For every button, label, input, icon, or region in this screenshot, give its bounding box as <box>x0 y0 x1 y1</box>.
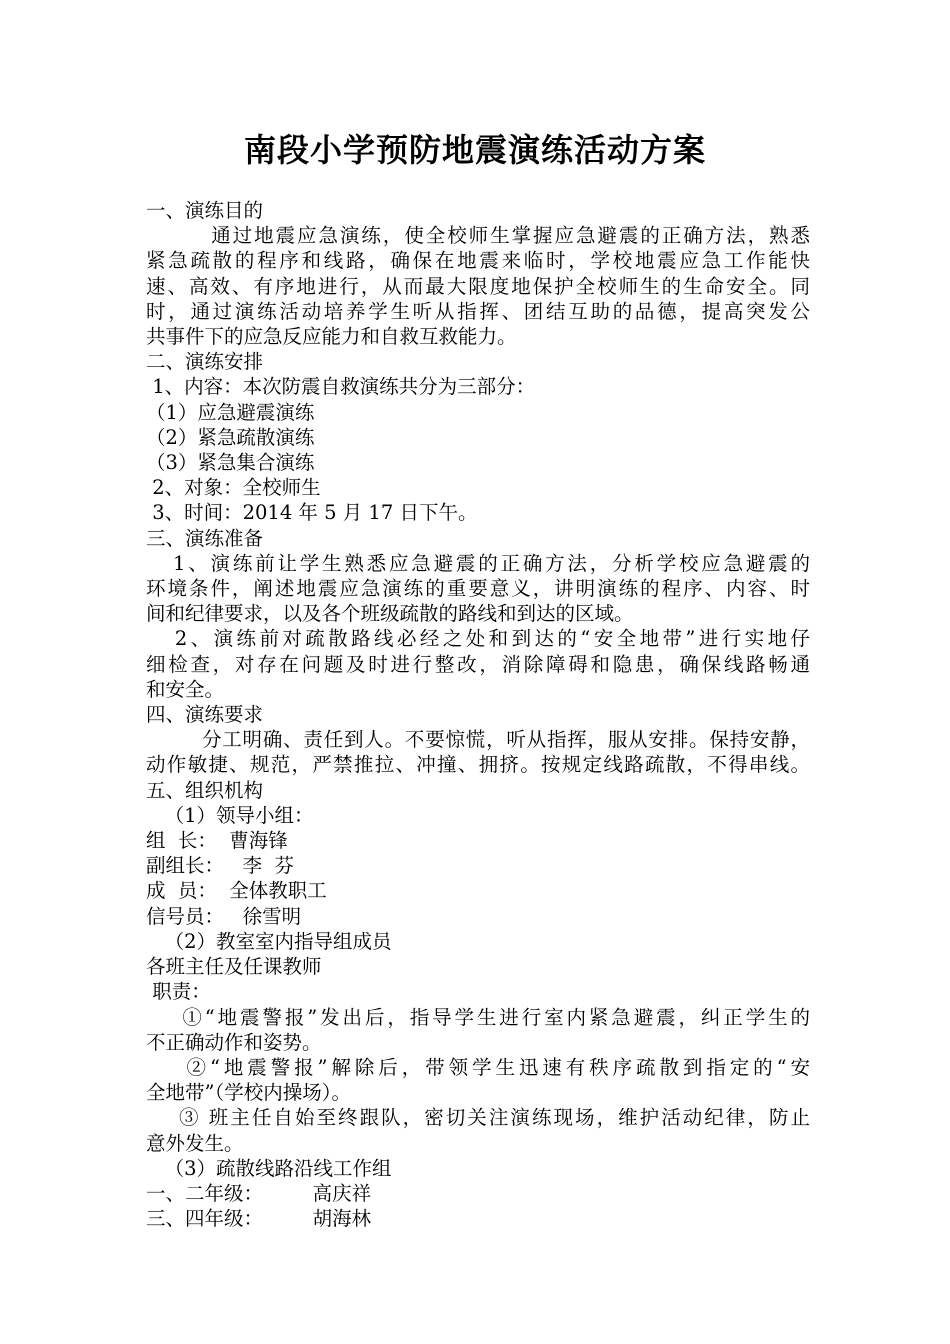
roster-line: 一、二年级： 高庆祥 <box>146 1181 372 1205</box>
paragraph-line: 环境条件，阐述地震应急演练的重要意义，讲明演练的程序、内容、时 <box>146 577 810 601</box>
paragraph-line: 动作敏捷、规范，严禁推拉、冲撞、拥挤。按规定线路疏散，不得串线。 <box>146 753 810 777</box>
paragraph-line: 间和纪律要求，以及各个班级疏散的路线和到达的区域。 <box>146 602 634 626</box>
list-item: 3、时间：2014 年 5 月 17 日下午。 <box>146 501 478 525</box>
duties-label: 职责： <box>146 980 211 1004</box>
paragraph-line: ③ 班主任自始至终跟队，密切关注演练现场，维护活动纪律，防止 <box>146 1106 810 1130</box>
paragraph-line: 通过地震应急演练，使全校师生掌握应急避震的正确方法，熟悉 <box>146 224 810 248</box>
paragraph-line: 不正确动作和姿势。 <box>146 1030 322 1054</box>
roster-line: 信号员： 徐雪明 <box>146 904 302 928</box>
subsection-heading: （2）教室室内指导组成员 <box>146 929 392 953</box>
document-title: 南段小学预防地震演练活动方案 <box>243 131 706 169</box>
paragraph-line: 1、演练前让学生熟悉应急避震的正确方法，分析学校应急避震的 <box>146 551 810 575</box>
section-heading-organization: 五、组织机构 <box>146 778 264 802</box>
paragraph-line: 共事件下的应急反应能力和自救互救能力。 <box>146 325 517 349</box>
paragraph-line: 全地带”（学校内操场）。 <box>146 1081 351 1105</box>
document-body <box>146 198 810 1231</box>
paragraph-line: 2、演练前对疏散路线必经之处和到达的“安全地带”进行实地仔 <box>146 627 810 651</box>
paragraph-line: 意外发生。 <box>146 1131 244 1155</box>
list-item: （1）应急避震演练 <box>146 400 315 424</box>
paragraph-line: 紧急疏散的程序和线路，确保在地震来临时，学校地震应急工作能快 <box>146 249 810 273</box>
list-item: （3）紧急集合演练 <box>146 451 315 475</box>
paragraph-line: 时，通过演练活动培养学生听从指挥、团结互助的品德，提高突发公 <box>146 299 810 323</box>
roster-line: 成 员： 全体教职工 <box>146 879 327 903</box>
paragraph-line: 速、高效、有序地进行，从而最大限度地保护全校师生的生命安全。同 <box>146 274 810 298</box>
section-heading-purpose: 一、演练目的 <box>146 199 264 222</box>
subsection-heading: （1）领导小组： <box>146 803 314 827</box>
roster-line: 三、四年级： 胡海林 <box>146 1207 372 1231</box>
list-item: （2）紧急疏散演练 <box>146 425 315 449</box>
paragraph-line: 细检查，对存在问题及时进行整改，消除障碍和隐患，确保线路畅通 <box>146 652 810 676</box>
section-heading-arrangement: 二、演练安排 <box>146 350 264 374</box>
subsection-heading: （3）疏散线路沿线工作组 <box>146 1156 392 1180</box>
paragraph-line: ②“地震警报”解除后，带领学生迅速有秩序疏散到指定的“安 <box>146 1055 810 1079</box>
paragraph-line: 分工明确、责任到人。不要惊慌，听从指挥，服从安排。保持安静， <box>146 728 810 752</box>
roster-line: 各班主任及任课教师 <box>146 955 322 979</box>
paragraph-line: ①“地震警报”发出后，指导学生进行室内紧急避震，纠正学生的 <box>146 1005 810 1029</box>
list-item: 1、内容：本次防震自救演练共分为三部分： <box>146 375 536 399</box>
section-heading-requirements: 四、演练要求 <box>146 703 264 727</box>
roster-line: 副组长： 李 芬 <box>146 854 294 878</box>
roster-line: 组 长： 曹海锋 <box>146 829 288 853</box>
section-heading-preparation: 三、演练准备 <box>146 526 264 550</box>
paragraph-line: 和安全。 <box>146 677 225 701</box>
list-item: 2、对象：全校师生 <box>146 476 321 500</box>
